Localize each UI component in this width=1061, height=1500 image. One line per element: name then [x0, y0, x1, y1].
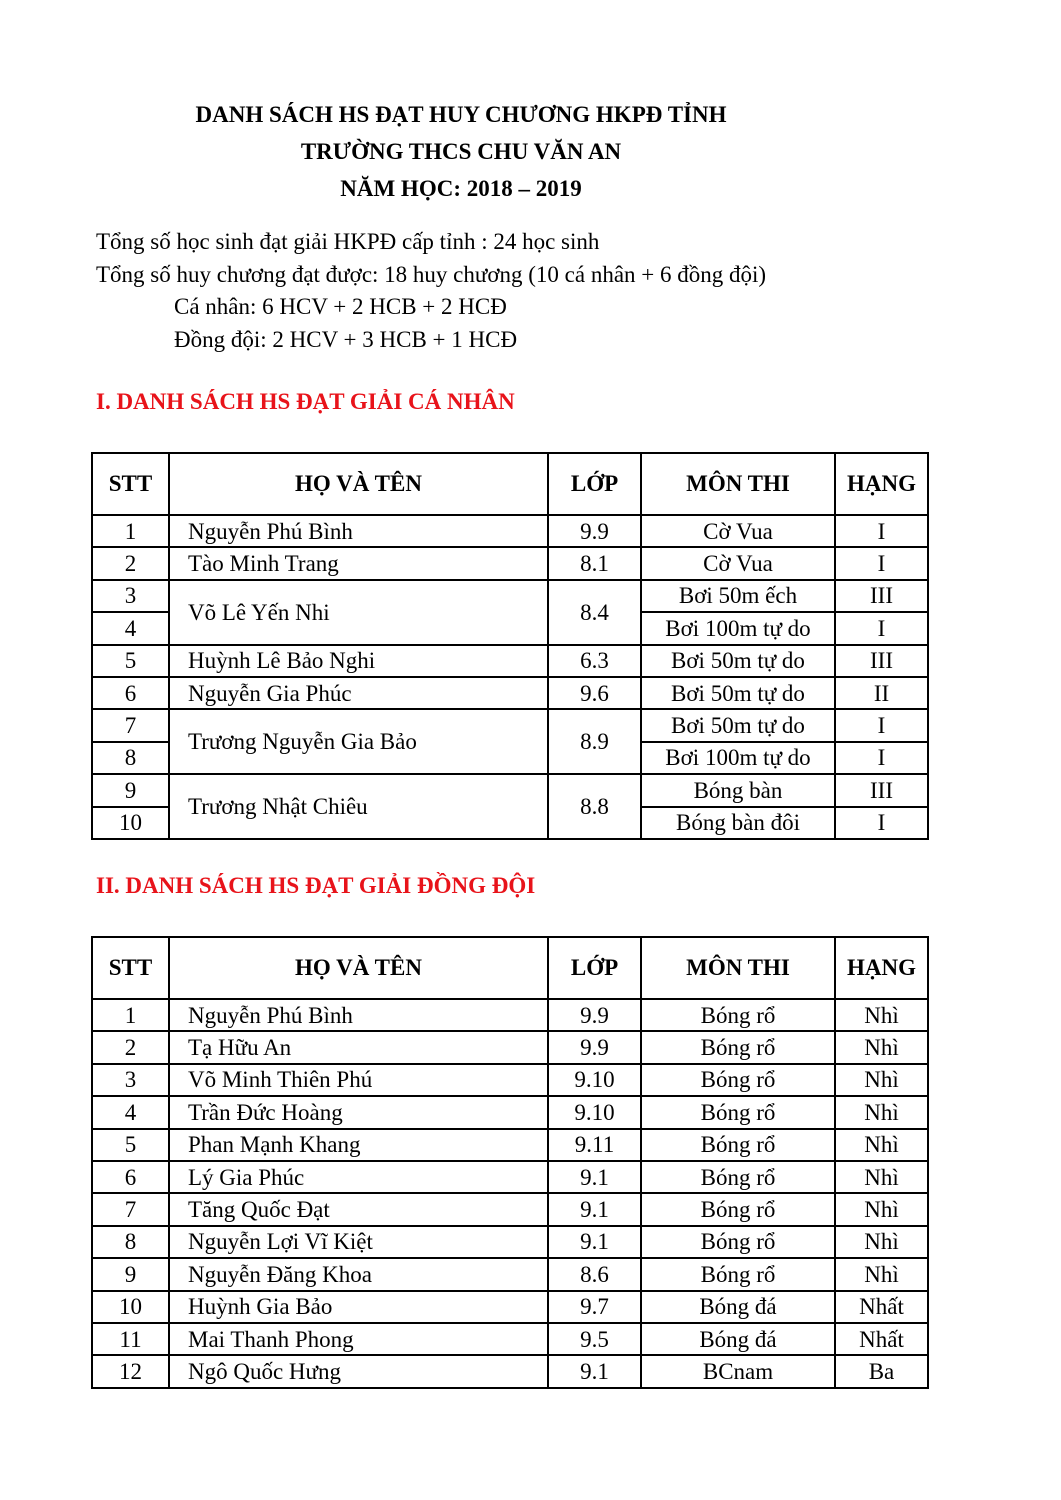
- cell-rank: III: [835, 645, 928, 677]
- cell-rank: Ba: [835, 1355, 928, 1387]
- table-row: [92, 709, 928, 741]
- header-name: HỌ VÀ TÊN: [169, 937, 548, 999]
- table-row: [92, 1291, 928, 1323]
- summary-individual: Cá nhân: 6 HCV + 2 HCB + 2 HCĐ: [174, 294, 507, 319]
- header-name: HỌ VÀ TÊN: [169, 453, 548, 515]
- table-row: [92, 1355, 928, 1387]
- table-row: [92, 999, 928, 1031]
- cell-rank: I: [835, 807, 928, 839]
- cell-rank: Nhì: [835, 1031, 928, 1063]
- title-line-2: TRƯỜNG THCS CHU VĂN AN: [300, 139, 622, 164]
- cell-class: 9.6: [548, 677, 641, 709]
- cell-sport: BCnam: [641, 1355, 835, 1387]
- cell-name: Nguyễn Phú Bình: [169, 515, 548, 547]
- cell-sport: Bơi 50m ếch: [641, 580, 835, 612]
- cell-class: 9.11: [548, 1129, 641, 1161]
- summary-team: Đồng đội: 2 HCV + 3 HCB + 1 HCĐ: [174, 326, 518, 352]
- cell-rank: III: [835, 580, 928, 612]
- cell-rank: I: [835, 515, 928, 547]
- cell-stt: 5: [92, 1129, 169, 1161]
- cell-stt: 9: [92, 774, 169, 806]
- header-sport: MÔN THI: [641, 937, 835, 999]
- cell-rank: I: [835, 547, 928, 579]
- header-rank: HẠNG: [835, 453, 928, 515]
- cell-stt: 3: [92, 580, 169, 612]
- cell-stt: 8: [92, 742, 169, 774]
- cell-sport: Bóng rổ: [641, 1096, 835, 1128]
- cell-sport: Bơi 100m tự do: [641, 742, 835, 774]
- table-row: [92, 580, 928, 612]
- cell-class: 9.1: [548, 1193, 641, 1225]
- table-row: [92, 677, 928, 709]
- cell-name: Võ Minh Thiên Phú: [169, 1064, 548, 1096]
- cell-rank: Nhì: [835, 1129, 928, 1161]
- cell-class: 9.1: [548, 1226, 641, 1258]
- cell-name: Trương Nguyễn Gia Bảo: [169, 709, 548, 774]
- cell-stt: 2: [92, 1031, 169, 1063]
- cell-class: 8.9: [548, 709, 641, 774]
- title-line-3: NĂM HỌC: 2018 – 2019: [340, 176, 582, 201]
- cell-name: Nguyễn Lợi Vĩ Kiệt: [169, 1226, 548, 1258]
- table-header-row: [92, 937, 928, 999]
- table-row: [92, 547, 928, 579]
- cell-stt: 12: [92, 1355, 169, 1387]
- cell-sport: Bơi 50m tự do: [641, 677, 835, 709]
- cell-sport: Bóng rổ: [641, 1031, 835, 1063]
- header-class: LỚP: [548, 453, 641, 515]
- cell-sport: Bóng rổ: [641, 1258, 835, 1290]
- cell-stt: 10: [92, 807, 169, 839]
- table-row: [92, 1064, 928, 1096]
- summary-medals: Tổng số huy chương đạt được: 18 huy chương (10 cá nhân + 6 đồng đội): [96, 261, 767, 287]
- table-row: [92, 1031, 928, 1063]
- cell-rank: I: [835, 709, 928, 741]
- document-title: [0, 96, 922, 207]
- cell-stt: 11: [92, 1323, 169, 1355]
- cell-stt: 6: [92, 677, 169, 709]
- cell-rank: I: [835, 742, 928, 774]
- cell-name: Trần Đức Hoàng: [169, 1096, 548, 1128]
- cell-sport: Bóng rổ: [641, 1193, 835, 1225]
- cell-class: 9.1: [548, 1161, 641, 1193]
- table-row: [92, 1096, 928, 1128]
- table-row: [92, 774, 928, 806]
- cell-sport: Bóng rổ: [641, 999, 835, 1031]
- cell-name: Huỳnh Gia Bảo: [169, 1291, 548, 1323]
- cell-rank: Nhì: [835, 1258, 928, 1290]
- cell-class: 9.1: [548, 1355, 641, 1387]
- cell-class: 9.9: [548, 1031, 641, 1063]
- table-header-row: [92, 453, 928, 515]
- cell-sport: Bóng rổ: [641, 1129, 835, 1161]
- table-row: [92, 1258, 928, 1290]
- cell-name: Tào Minh Trang: [169, 547, 548, 579]
- cell-sport: Bóng rổ: [641, 1161, 835, 1193]
- cell-name: Ngô Quốc Hưng: [169, 1355, 548, 1387]
- cell-class: 9.9: [548, 999, 641, 1031]
- cell-class: 8.1: [548, 547, 641, 579]
- cell-name: Nguyễn Gia Phúc: [169, 677, 548, 709]
- cell-sport: Bơi 100m tự do: [641, 612, 835, 644]
- cell-name: Võ Lê Yến Nhi: [169, 580, 548, 645]
- header-rank: HẠNG: [835, 937, 928, 999]
- cell-sport: Bóng bàn đôi: [641, 807, 835, 839]
- table-row: [92, 1193, 928, 1225]
- cell-class: 9.10: [548, 1096, 641, 1128]
- cell-class: 6.3: [548, 645, 641, 677]
- cell-name: Nguyễn Phú Bình: [169, 999, 548, 1031]
- table-row: [92, 515, 928, 547]
- cell-name: Phan Mạnh Khang: [169, 1129, 548, 1161]
- cell-stt: 5: [92, 645, 169, 677]
- cell-name: Tăng Quốc Đạt: [169, 1193, 548, 1225]
- cell-rank: III: [835, 774, 928, 806]
- header-class: LỚP: [548, 937, 641, 999]
- cell-rank: Nhì: [835, 1193, 928, 1225]
- cell-stt: 7: [92, 709, 169, 741]
- individual-section-heading: I. DANH SÁCH HS ĐẠT GIẢI CÁ NHÂN: [96, 389, 515, 414]
- header-stt: STT: [92, 937, 169, 999]
- cell-sport: Bóng bàn: [641, 774, 835, 806]
- team-section-heading: II. DANH SÁCH HS ĐẠT GIẢI ĐỒNG ĐỘI: [96, 873, 536, 898]
- individual-awards-table: [91, 452, 929, 840]
- cell-stt: 2: [92, 547, 169, 579]
- cell-class: 9.10: [548, 1064, 641, 1096]
- cell-name: Lý Gia Phúc: [169, 1161, 548, 1193]
- cell-name: Tạ Hữu An: [169, 1031, 548, 1063]
- cell-name: Huỳnh Lê Bảo Nghi: [169, 645, 548, 677]
- cell-class: 9.7: [548, 1291, 641, 1323]
- table-row: [92, 1323, 928, 1355]
- header-stt: STT: [92, 453, 169, 515]
- cell-rank: Nhất: [835, 1323, 928, 1355]
- cell-stt: 4: [92, 612, 169, 644]
- cell-class: 9.9: [548, 515, 641, 547]
- cell-class: 9.5: [548, 1323, 641, 1355]
- cell-sport: Cờ Vua: [641, 547, 835, 579]
- cell-rank: I: [835, 612, 928, 644]
- cell-stt: 4: [92, 1096, 169, 1128]
- cell-class: 8.8: [548, 774, 641, 839]
- cell-stt: 3: [92, 1064, 169, 1096]
- cell-name: Nguyễn Đăng Khoa: [169, 1258, 548, 1290]
- cell-rank: Nhì: [835, 1226, 928, 1258]
- cell-rank: Nhì: [835, 1161, 928, 1193]
- table-row: [92, 645, 928, 677]
- cell-class: 8.4: [548, 580, 641, 645]
- cell-sport: Bơi 50m tự do: [641, 645, 835, 677]
- header-sport: MÔN THI: [641, 453, 835, 515]
- cell-stt: 8: [92, 1226, 169, 1258]
- cell-stt: 1: [92, 515, 169, 547]
- summary-students: Tổng số học sinh đạt giải HKPĐ cấp tỉnh : 24 học sinh: [96, 229, 600, 254]
- cell-rank: Nhì: [835, 999, 928, 1031]
- cell-name: Mai Thanh Phong: [169, 1323, 548, 1355]
- cell-class: 8.6: [548, 1258, 641, 1290]
- table-row: [92, 1129, 928, 1161]
- medal-summary: [96, 226, 766, 356]
- cell-sport: Bóng đá: [641, 1291, 835, 1323]
- cell-rank: Nhì: [835, 1096, 928, 1128]
- cell-sport: Bóng đá: [641, 1323, 835, 1355]
- title-line-1: DANH SÁCH HS ĐẠT HUY CHƯƠNG HKPĐ TỈNH: [195, 102, 727, 127]
- cell-stt: 6: [92, 1161, 169, 1193]
- cell-stt: 7: [92, 1193, 169, 1225]
- cell-sport: Bóng rổ: [641, 1226, 835, 1258]
- cell-rank: Nhất: [835, 1291, 928, 1323]
- cell-rank: II: [835, 677, 928, 709]
- table-row: [92, 1226, 928, 1258]
- cell-stt: 10: [92, 1291, 169, 1323]
- cell-stt: 9: [92, 1258, 169, 1290]
- team-awards-table: [91, 936, 929, 1389]
- cell-rank: Nhì: [835, 1064, 928, 1096]
- cell-sport: Cờ Vua: [641, 515, 835, 547]
- cell-sport: Bóng rổ: [641, 1064, 835, 1096]
- cell-sport: Bơi 50m tự do: [641, 709, 835, 741]
- cell-name: Trương Nhật Chiêu: [169, 774, 548, 839]
- cell-stt: 1: [92, 999, 169, 1031]
- table-row: [92, 1161, 928, 1193]
